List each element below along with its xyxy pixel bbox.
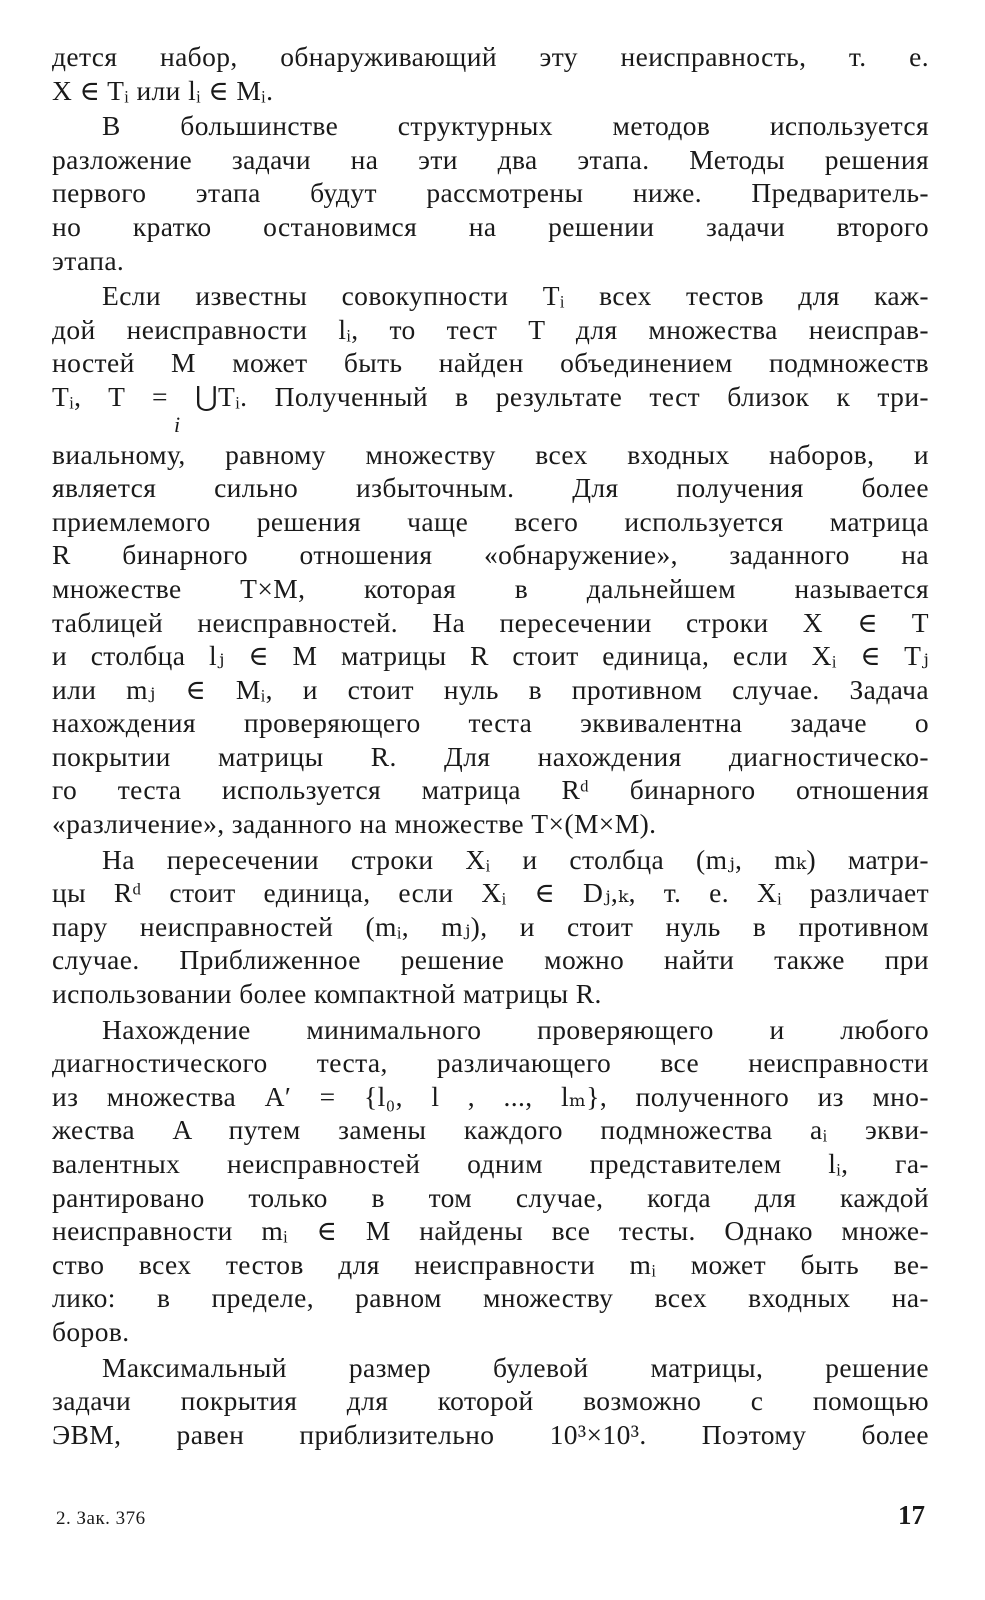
text-line: приемлемого решения чаще всего используется матрица (52, 505, 929, 537)
text-line: R бинарного отношения «обнаружение», заданного на (52, 539, 929, 571)
text-line: пару неисправностей (mᵢ, mⱼ), и стоит нуль в противном (52, 910, 929, 942)
text-line: таблицей неисправностей. На пересечении строки X ∈ T (52, 606, 929, 638)
paragraph-p3 (52, 843, 929, 1011)
text-line: ство всех тестов для неисправности mᵢ может быть ве- (52, 1248, 929, 1280)
text-line: диагностического теста, различающего все неисправности (52, 1047, 929, 1079)
text-line: боров. (52, 1315, 130, 1347)
text-line: Максимальный размер булевой матрицы, решение (102, 1351, 929, 1383)
text-line: или mⱼ ∈ Mᵢ, и стоит нуль в противном случае. Задача (52, 673, 929, 705)
text-line: жества A путем замены каждого подмножества aᵢ экви- (52, 1114, 929, 1146)
text-line: из множества A′ = {l₀, l , ..., lₘ}, полученного из мно- (52, 1080, 929, 1112)
text-line: го теста используется матрица Rᵈ бинарного отношения (52, 774, 929, 806)
text-line: множестве T×M, которая в дальнейшем называется (52, 572, 929, 604)
text-line: Нахождение минимального проверяющего и любого (102, 1013, 929, 1045)
paragraph-p4 (52, 1013, 929, 1349)
text-line: дой неисправности lᵢ, то тест T для множества неисправ- (52, 313, 929, 345)
text-line: цы Rᵈ стоит единица, если Xᵢ ∈ Dⱼ,ₖ, т. е. Xᵢ различает (52, 877, 929, 909)
paragraph-p0 (52, 40, 929, 107)
text-line: этапа. (52, 244, 125, 276)
text-line: неисправности mᵢ ∈ M найдены все тесты. Однако множе- (52, 1215, 929, 1247)
printer-signature: 2. Зак. 376 (56, 1508, 146, 1529)
text-line: валентных неисправностей одним представителем lᵢ, га- (52, 1148, 929, 1179)
text-line: Если известны совокупности Tᵢ всех тестов для каж- (102, 280, 929, 312)
text-line: разложение задачи на эти два этапа. Методы решения (52, 143, 929, 175)
text-line: «различение», заданного на множестве T×(M×M). (52, 808, 657, 840)
text-line: является сильно избыточным. Для получения более (52, 472, 929, 504)
text-line: но кратко остановимся на решении задачи второго (52, 210, 929, 242)
paragraph-p2 (52, 279, 929, 841)
text-line: первого этапа будут рассмотрены ниже. Предваритель- (52, 177, 929, 209)
text-line: ностей M может быть найден объединением подмножеств (52, 347, 929, 379)
text-line: лико: в пределе, равном множеству всех входных на- (52, 1282, 929, 1314)
text-line: X ∈ Tᵢ или lᵢ ∈ Mᵢ. (52, 74, 274, 106)
text-line: задачи покрытия для которой возможно с помощью (52, 1385, 929, 1417)
paragraph-p5 (52, 1351, 929, 1452)
page-number: 17 (898, 1500, 925, 1530)
text-line: рантировано только в том случае, когда для каждой (52, 1181, 929, 1213)
text-line: виальному, равному множеству всех входных наборов, и (52, 438, 929, 470)
text-line: покрытии матрицы R. Для нахождения диагностическо- (52, 740, 929, 772)
text-line: Tᵢ, T = ⋃Tᵢ. Полученный в результате тест близок к три- (52, 380, 929, 412)
text-line: и столбца lⱼ ∈ M матрицы R стоит единица, если Xᵢ ∈ Tⱼ (52, 640, 929, 672)
text-line: На пересечении строки Xᵢ и столбца (mⱼ, mₖ) матри- (102, 843, 929, 875)
text-line: дется набор, обнаруживающий эту неисправность, т. е. (52, 41, 929, 72)
paragraph-p1 (52, 109, 929, 277)
text-line: использовании более компактной матрицы R. (52, 978, 602, 1010)
text-line: В большинстве структурных методов используется (102, 110, 929, 142)
text-line: случае. Приближенное решение можно найти также при (52, 944, 929, 976)
text-line: ЭВМ, равен приблизительно 10³×10³. Поэтому более (52, 1418, 929, 1450)
text-line: нахождения проверяющего теста эквивалентна задаче о (52, 707, 929, 739)
union-subscript: i (174, 411, 181, 437)
body-text (52, 40, 929, 1451)
